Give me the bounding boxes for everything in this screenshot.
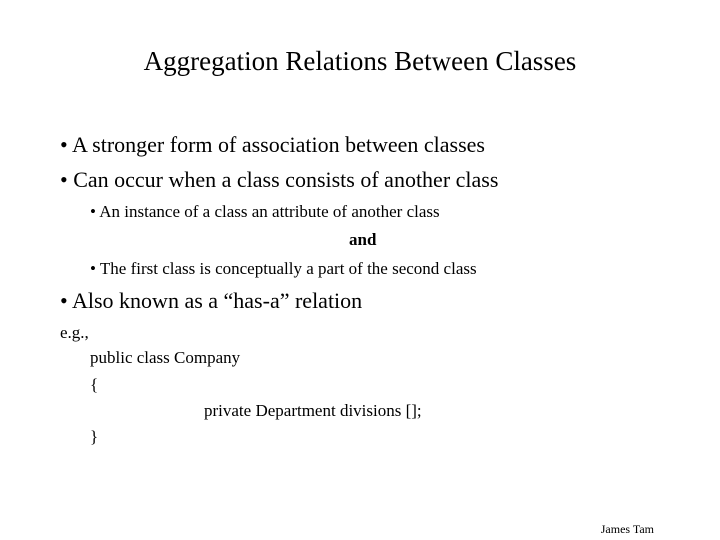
bullet-has-a-relation: • Also known as a “has-a” relation [60,288,363,313]
code-line-class-decl: public class Company [90,348,241,367]
sub-bullet-instance-attribute: • An instance of a class an attribute of another class [90,202,440,221]
code-line-open-brace: { [90,375,99,394]
bullet-stronger-association: • A stronger form of association between classes [60,132,485,157]
sub-bullet-conceptually-part: • The first class is conceptually a part of the second class [90,259,477,278]
example-label: e.g., [60,323,89,342]
code-line-field: private Department divisions []; [204,401,422,420]
footer-author: James Tam [600,522,654,536]
bullet-class-consists: • Can occur when a class consists of another class [60,167,499,192]
sub-bullet-connector: and [349,230,377,249]
code-line-close-brace: } [90,427,99,446]
slide-title: Aggregation Relations Between Classes [143,46,577,76]
